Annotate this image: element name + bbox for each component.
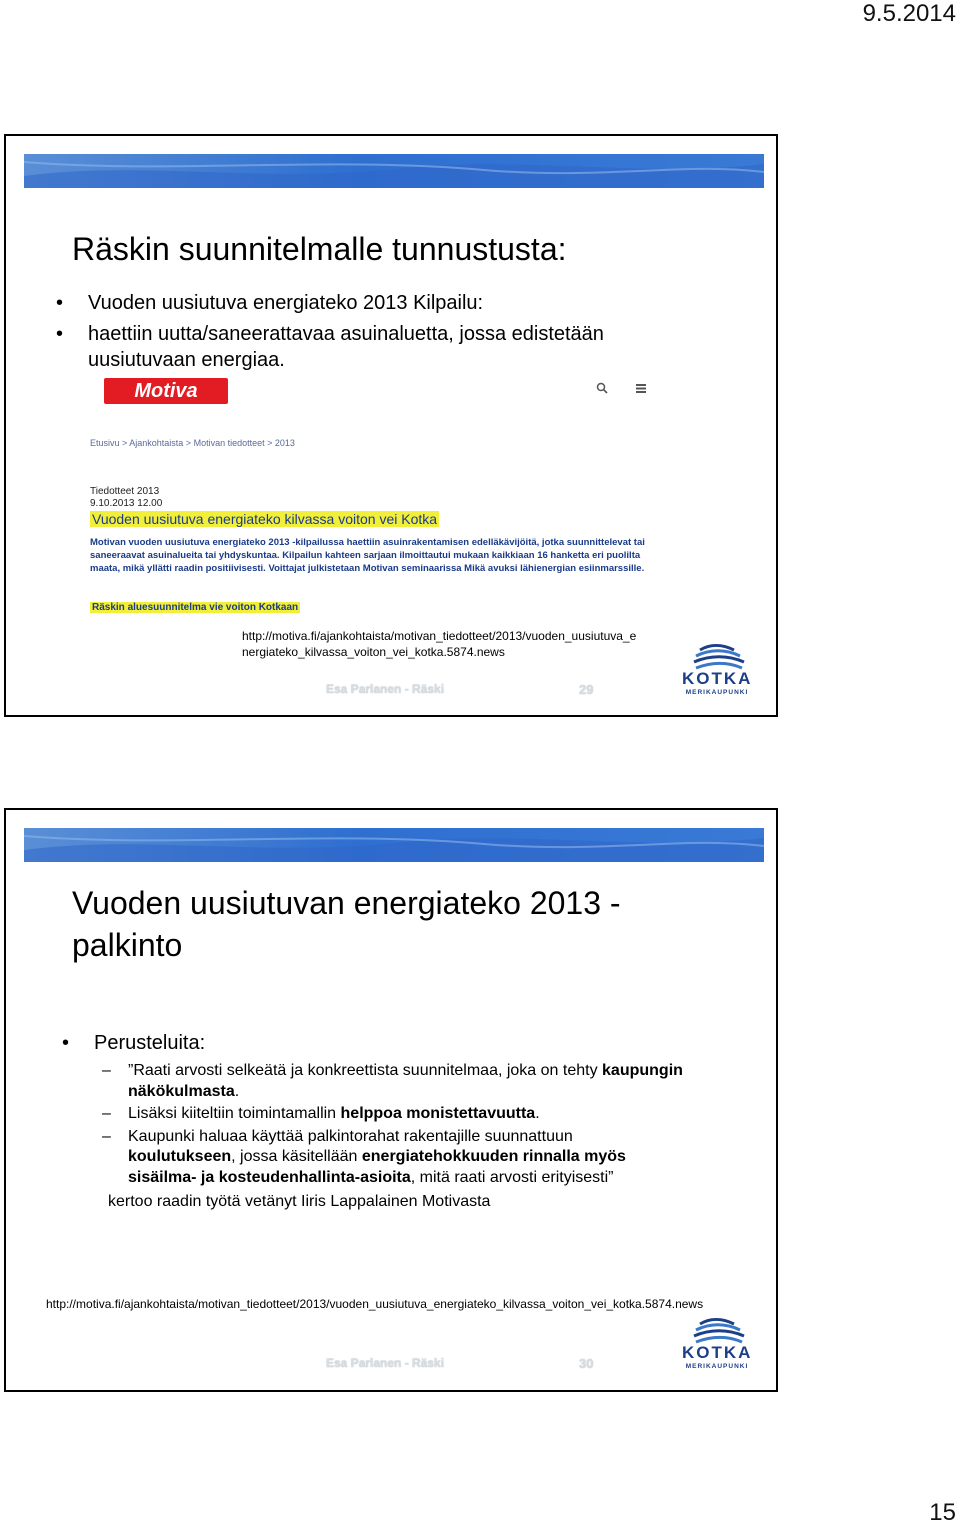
slide-title: Vuoden uusiutuvan energiateko 2013 - palkinto	[72, 885, 621, 963]
motiva-screenshot	[88, 374, 668, 624]
quote-attribution: kertoo raadin työtä vetänyt Iiris Lappalainen Motivasta	[108, 1193, 491, 1210]
sub-item: – Lisäksi kiiteltiin toimintamallin helppoa monistettavuutta.	[62, 1104, 742, 1125]
bullet-icon: •	[62, 1032, 70, 1054]
dash-icon: –	[102, 1127, 111, 1145]
source-url: http://motiva.fi/ajankohtaista/motivan_tiedotteet/2013/vuoden_uusiutuva_energiateko_kilvassa_voiton_vei_kotka.5874.news	[242, 629, 637, 659]
dash-icon: –	[102, 1062, 111, 1079]
kotka-wave-icon	[682, 644, 752, 670]
search-icon	[596, 382, 608, 397]
sub-item: – Kaupunki haluaa käyttää palkintorahat rakentajille suunnattuun koulutukseen, jossa käsitellään energiatehokkuuden rinnalla myös sisäilma- ja kosteudenhallinta-asioita, mitä raati arvosti erityisesti”	[102, 1127, 626, 1186]
header-band	[24, 828, 764, 862]
page-number: 15	[929, 1499, 956, 1526]
footer-author: Esa Parlanen - Räski	[326, 1356, 445, 1370]
header-wave-graphic	[24, 828, 764, 862]
kotka-wave-icon	[682, 1318, 752, 1344]
menu-icon	[636, 380, 646, 396]
header-wave-graphic	[24, 154, 764, 188]
news-category: Tiedotteet 2013	[90, 486, 160, 497]
slide-number: 29	[579, 682, 594, 697]
news-headline: Vuoden uusiutuva energiateko kilvassa voiton vei Kotka	[92, 511, 438, 527]
bullet-item: • Vuoden uusiutuva energiateko 2013 Kilpailu:	[56, 292, 484, 314]
header-band	[24, 154, 764, 188]
bullet-list	[62, 1030, 742, 1212]
footer-author: Esa Parlanen - Räski	[326, 682, 445, 696]
sub-item: – ”Raati arvosti selkeätä ja konkreettista suunnitelmaa, joka on tehty kaupungin näkökulmasta.	[102, 1062, 683, 1100]
dash-icon: –	[102, 1105, 111, 1122]
bullet-icon: •	[56, 292, 64, 314]
kotka-logo: KOTKA MERIKAUPUNKI	[682, 1318, 752, 1372]
bullet-item: • Perusteluita:	[62, 1032, 206, 1054]
breadcrumb: Etusivu > Ajankohtaista > Motivan tiedotteet > 2013	[90, 438, 295, 448]
slide-title: Räskin suunnitelmalle tunnustusta:	[72, 231, 567, 267]
bullet-icon: •	[56, 323, 64, 345]
source-url: http://motiva.fi/ajankohtaista/motivan_tiedotteet/2013/vuoden_uusiutuva_energiateko_kilvassa_voiton_vei_kotka.5874.news	[46, 1297, 704, 1311]
bullet-item: • haettiin uutta/saneerattavaa asuinaluetta, jossa edistetään uusiutuvaan energiaa.	[56, 323, 604, 371]
news-body: Motivan vuoden uusiutuva energiateko 2013 -kilpailussa haettiin asuinrakentamisen edelläkävijöitä, jotka suunnittelevat tai saneeraavat asuinalueita tai yhdyskuntaa. Kilpailun kahteen sarjaan ilmoittautui mukaan kaikkiaan 16 hanketta eri puolilta maata, mikä yllätti raadin positiivisesti. Voittajat julkistetaan Motivan seminaarissa Mikä avuksi lähienergian esiinmarssille.	[90, 537, 645, 574]
news-link: Räskin aluesuunnitelma vie voiton Kotkaan	[92, 602, 299, 613]
news-date: 9.10.2013 12.00	[90, 498, 163, 509]
motiva-logo: Motiva	[104, 378, 228, 404]
slide-29	[4, 134, 778, 717]
page-date: 9.5.2014	[862, 0, 956, 27]
kotka-logo: KOTKA MERIKAUPUNKI	[682, 644, 752, 698]
bullet-list	[56, 290, 648, 373]
slide-number: 30	[579, 1356, 594, 1371]
slide-30	[4, 808, 778, 1392]
